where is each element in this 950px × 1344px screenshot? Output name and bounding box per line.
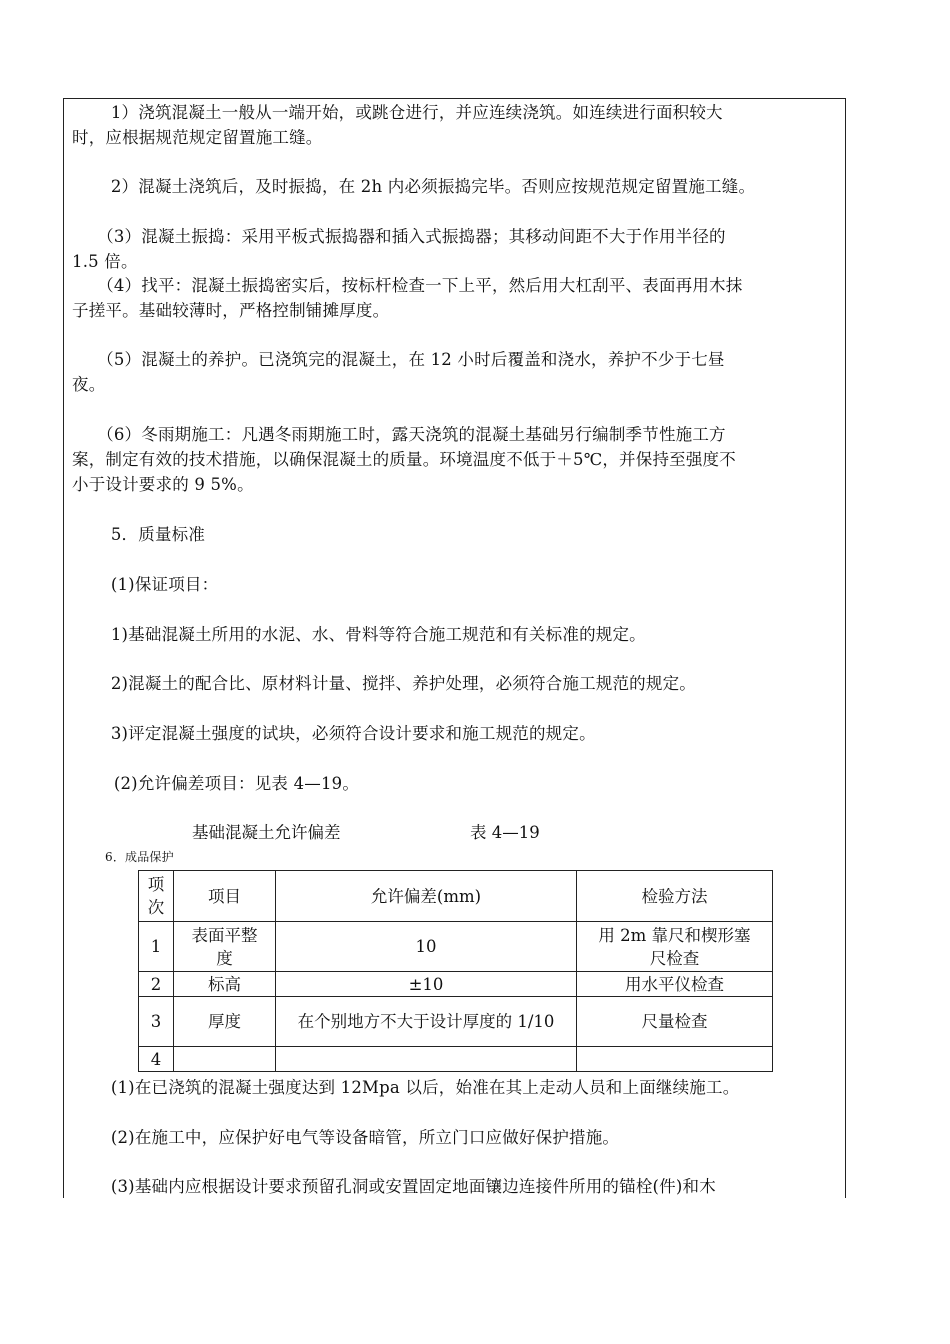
cell-method: 尺量检查 — [577, 997, 773, 1047]
section-5-1-item-1: 1)基础混凝土所用的水泥、水、骨料等符合施工规范和有关标准的规定。 — [72, 625, 646, 644]
header-item: 项目 — [174, 871, 276, 922]
table-caption-title: 基础混凝土允许偏差 — [192, 823, 341, 842]
section-5-1-item-2: 2)混凝土的配合比、原材料计量、搅拌、养护处理，必须符合施工规范的规定。 — [72, 674, 696, 693]
paragraph-3-line-1: （3）混凝土振捣：采用平板式振捣器和插入式振捣器；其移动间距不大于作用半径的 — [72, 227, 726, 246]
section-5-heading: 5．质量标准 — [72, 525, 206, 544]
paragraph-5-line-2: 夜。 — [72, 375, 106, 394]
cell-no: 3 — [139, 997, 174, 1047]
cell-method: 用水平仪检查 — [577, 972, 773, 997]
deviation-table — [138, 870, 773, 1072]
section-5-2-heading: (2)允许偏差项目：见表 4—19。 — [72, 774, 360, 793]
cell-no: 2 — [139, 972, 174, 997]
cell-method — [577, 1047, 773, 1072]
paragraph-6-line-3: 小于设计要求的 9 5%。 — [72, 475, 254, 494]
cell-item: 厚度 — [174, 997, 276, 1047]
cell-tolerance: ±10 — [276, 972, 577, 997]
paragraph-1-line-1: 1）浇筑混凝土一般从一端开始，或跳仓进行，并应连续浇筑。如连续进行面积较大 — [72, 103, 723, 122]
table-header-row — [139, 871, 773, 922]
cell-tolerance — [276, 1047, 577, 1072]
section-6-item-3: (3)基础内应根据设计要求预留孔洞或安置固定地面镶边连接件所用的锚栓(件)和木 — [72, 1177, 716, 1196]
cell-item — [174, 1047, 276, 1072]
cell-tolerance: 在个别地方不大于设计厚度的 1/10 — [276, 997, 577, 1047]
table-row — [139, 922, 773, 972]
section-6-heading: 6．成品保护 — [105, 850, 174, 864]
cell-no: 1 — [139, 922, 174, 972]
paragraph-4-line-1: （4）找平：混凝土振捣密实后，按标杆检查一下上平，然后用大杠刮平、表面再用木抹 — [72, 276, 743, 295]
table-row — [139, 997, 773, 1047]
paragraph-3-line-2: 1.5 倍。 — [72, 252, 138, 271]
table-row — [139, 972, 773, 997]
paragraph-5-line-1: （5）混凝土的养护。已浇筑完的混凝土，在 12 小时后覆盖和浇水，养护不少于七昼 — [72, 350, 725, 369]
section-6-item-1: (1)在已浇筑的混凝土强度达到 12Mpa 以后，始准在其上走动人员和上面继续施工。 — [72, 1078, 740, 1097]
header-tolerance: 允许偏差(mm) — [276, 871, 577, 922]
header-method: 检验方法 — [577, 871, 773, 922]
header-item-no: 项次 — [139, 871, 174, 922]
section-6-item-2: (2)在施工中，应保护好电气等设备暗管，所立门口应做好保护措施。 — [72, 1128, 620, 1147]
paragraph-2: 2）混凝土浇筑后，及时振捣，在 2h 内必须振捣完毕。否则应按规范规定留置施工缝。 — [72, 177, 756, 196]
cell-no: 4 — [139, 1047, 174, 1072]
table-row — [139, 1047, 773, 1072]
table-caption-number: 表 4—19 — [470, 823, 540, 842]
section-5-1-heading: (1)保证项目： — [72, 575, 219, 594]
section-5-1-item-3: 3)评定混凝土强度的试块，必须符合设计要求和施工规范的规定。 — [72, 724, 596, 743]
paragraph-6-line-2: 案，制定有效的技术措施，以确保混凝土的质量。环境温度不低于＋5℃，并保持至强度不 — [72, 450, 736, 469]
cell-tolerance: 10 — [276, 922, 577, 972]
paragraph-1-line-2: 时，应根据规范规定留置施工缝。 — [72, 128, 323, 147]
cell-item: 标高 — [174, 972, 276, 997]
paragraph-6-line-1: （6）冬雨期施工：凡遇冬雨期施工时，露天浇筑的混凝土基础另行编制季节性施工方 — [72, 425, 726, 444]
cell-method: 用 2m 靠尺和楔形塞尺检查 — [577, 922, 773, 972]
paragraph-4-line-2: 子搓平。基础较薄时，严格控制铺摊厚度。 — [72, 301, 390, 320]
cell-item: 表面平整度 — [174, 922, 276, 972]
